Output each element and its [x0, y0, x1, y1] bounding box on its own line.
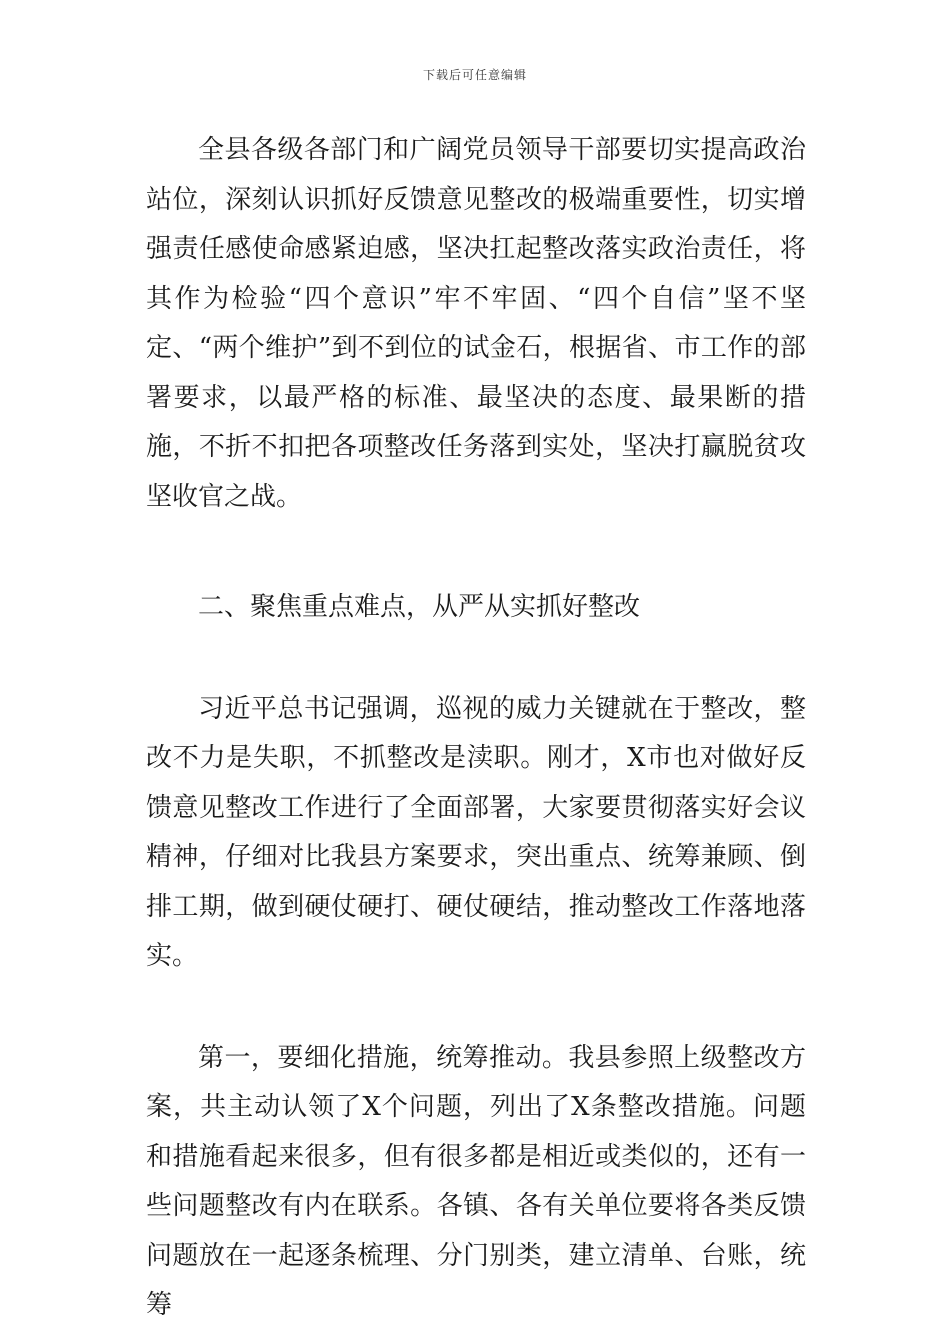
paragraph-intro: 全县各级各部门和广阔党员领导干部要切实提高政治站位，深刻认识抓好反馈意见整改的极端重要性，切实增强责任感使命感紧迫感，坚决扛起整改落实政治责任，将其作为检验“四个意识”牢不牢固、“四个自信”坚不坚定、“两个维护”到不到位的试金石，根据省、市工作的部署要求，以最严格的标准、最坚决的态度、最果断的措施，不折不扣把各项整改任务落到实处，坚决打赢脱贫攻坚收官之战。 [146, 135, 806, 512]
paragraph-gap [146, 522, 806, 583]
paragraph-gap [146, 633, 806, 685]
document-body [146, 126, 806, 1331]
page-header: 下载后可任意编辑 [422, 68, 527, 82]
paragraph-xi: 习近平总书记强调，巡视的威力关键就在于整改，整改不力是失职，不抓整改是渎职。刚才，X市也对做好反馈意见整改工作进行了全面部署，大家要贯彻落实好会议精神，仔细对比我县方案要求，突出重点、统筹兼顾、倒排工期，做到硬仗硬打、硬仗硬结，推动整改工作落地落实。 [146, 693, 806, 971]
paragraph-first: 第一，要细化措施，统筹推动。我县参照上级整改方案，共主动认领了X个问题，列出了X条整改措施。问题和措施看起来很多，但有很多都是相近或类似的，还有一些问题整改有内在联系。各镇、各有关单位要将各类反馈问题放在一起逐条梳理、分门别类，建立清单、台账，统筹 [146, 1042, 806, 1320]
paragraph-gap [146, 982, 806, 1034]
section-heading: 二、聚焦重点难点，从严从实抓好整改 [198, 592, 641, 622]
